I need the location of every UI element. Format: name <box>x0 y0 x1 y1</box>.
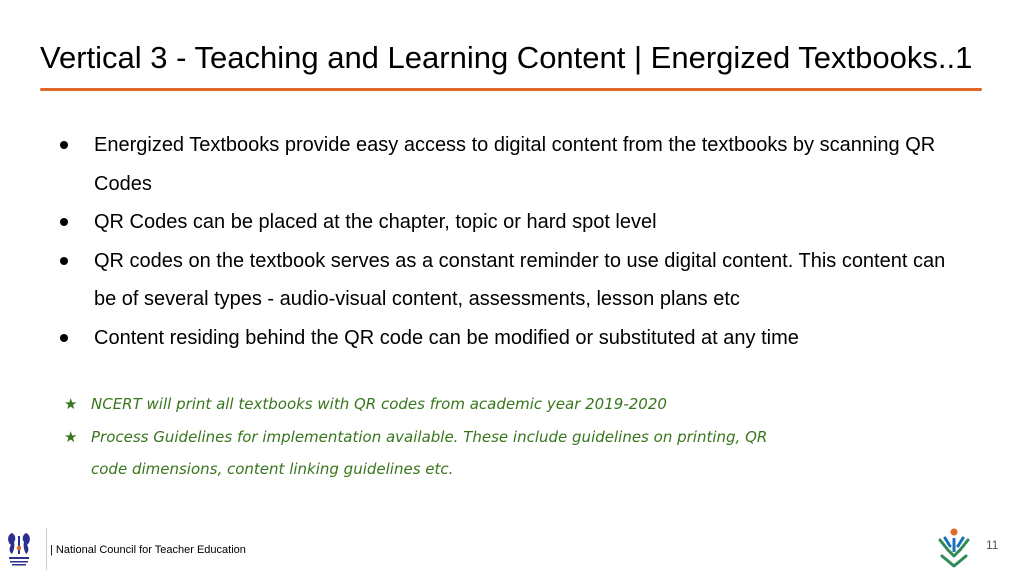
bullet-item <box>58 242 958 319</box>
bullet-list <box>58 126 958 357</box>
bullet-item <box>58 203 958 242</box>
title-underline <box>40 88 982 91</box>
bullet-item <box>58 126 958 203</box>
footer-organization: | National Council for Teacher Education <box>50 544 246 556</box>
bullet-dot-icon <box>60 257 68 265</box>
bullet-text: Energized Textbooks provide easy access to digital content from the textbooks by scanning QR Codes <box>94 134 936 195</box>
footer-divider <box>46 528 47 570</box>
page-number: 11 <box>986 538 999 552</box>
star-icon: ★ <box>64 395 78 413</box>
slide-title: Vertical 3 - Teaching and Learning Content | Energized Textbooks..1 <box>40 40 973 75</box>
bullet-dot-icon <box>60 334 68 342</box>
note-list <box>64 388 784 486</box>
bullet-item <box>58 319 958 358</box>
ncte-emblem-icon <box>4 530 34 568</box>
bullet-dot-icon <box>60 218 68 226</box>
bullet-text: QR codes on the textbook serves as a constant reminder to use digital content. This content can be of several types - audio-visual content, assessments, lesson plans etc <box>94 249 946 310</box>
bullet-text: QR Codes can be placed at the chapter, topic or hard spot level <box>94 211 657 233</box>
bullet-dot-icon <box>60 141 68 149</box>
note-item <box>64 421 784 486</box>
diksha-logo-icon <box>936 526 972 568</box>
note-text: Process Guidelines for implementation available. These include guidelines on printing, QR code dimensions, content linking guidelines etc. <box>91 427 768 478</box>
note-text: NCERT will print all textbooks with QR codes from academic year 2019-2020 <box>91 395 667 413</box>
note-item <box>64 388 784 421</box>
bullet-text: Content residing behind the QR code can be modified or substituted at any time <box>94 326 799 349</box>
star-icon: ★ <box>64 427 78 446</box>
